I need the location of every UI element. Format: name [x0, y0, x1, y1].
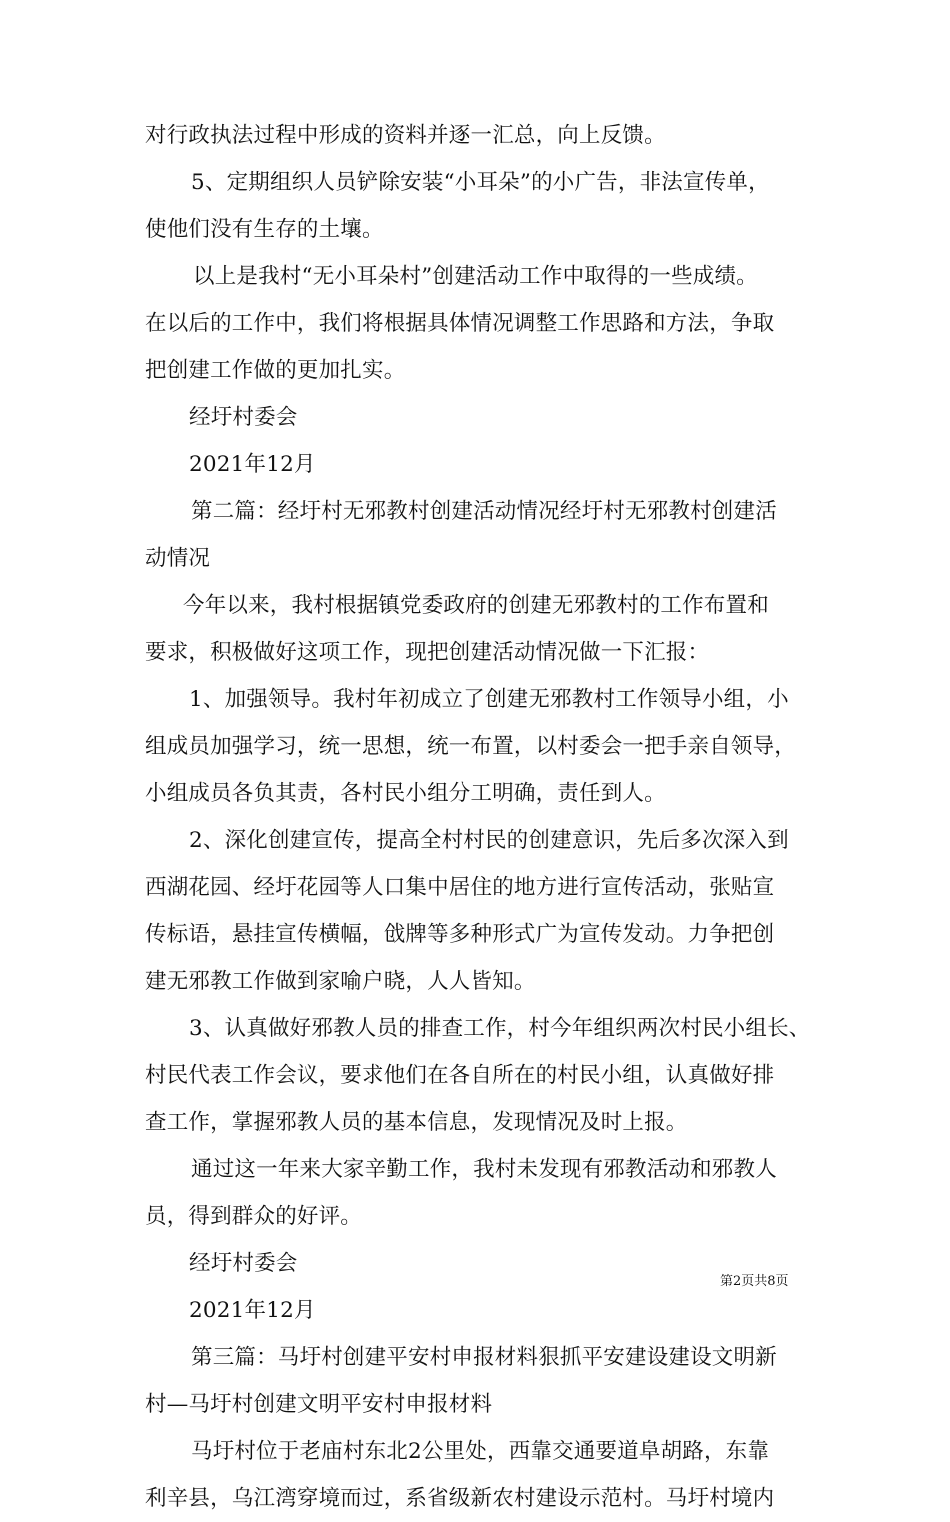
text-line: 使他们没有生存的土壤。 — [145, 217, 384, 242]
text-line: 2021年12月 — [189, 452, 316, 477]
text-line: 西湖花园、经圩花园等人口集中居住的地方进行宣传活动，张贴宣 — [145, 875, 775, 900]
text-line: 动情况 — [145, 546, 211, 571]
text-line: 把创建工作做的更加扎实。 — [145, 358, 406, 383]
text-line: 员，得到群众的好评。 — [145, 1204, 363, 1229]
text-line: 以上是我村“无小耳朵村”创建活动工作中取得的一些成绩。 — [193, 264, 758, 289]
text-line: 经圩村委会 — [189, 1251, 298, 1276]
text-line: 今年以来，我村根据镇党委政府的创建无邪教村的工作布置和 — [183, 593, 769, 618]
text-line: 村民代表工作会议，要求他们在各自所在的村民小组，认真做好排 — [145, 1063, 775, 1088]
text-line: 查工作，掌握邪教人员的基本信息，发现情况及时上报。 — [145, 1110, 688, 1135]
text-line: 经圩村委会 — [189, 405, 298, 430]
text-line: 组成员加强学习，统一思想，统一布置，以村委会一把手亲自领导， — [145, 734, 797, 759]
text-line: 5、定期组织人员铲除安装“小耳朵”的小广告，非法宣传单， — [191, 170, 770, 195]
text-line: 要求，积极做好这项工作，现把创建活动情况做一下汇报： — [145, 640, 710, 665]
text-line: 3、认真做好邪教人员的排查工作，村今年组织两次村民小组长、 — [189, 1016, 811, 1041]
text-line: 小组成员各负其责，各村民小组分工明确，责任到人。 — [145, 781, 666, 806]
text-line: 在以后的工作中，我们将根据具体情况调整工作思路和方法，争取 — [145, 311, 775, 336]
text-line: 2021年12月 — [189, 1298, 316, 1323]
text-line: 马圩村位于老庙村东北2公里处，西靠交通要道阜胡路，东靠 — [191, 1439, 770, 1464]
text-line: 第二篇：经圩村无邪教村创建活动情况经圩村无邪教村创建活 — [191, 499, 777, 524]
page-number-footer: 第2页共8页 — [720, 1274, 789, 1289]
document-body — [145, 112, 825, 1522]
text-line: 1、加强领导。我村年初成立了创建无邪教村工作领导小组，小 — [189, 687, 789, 712]
text-line: 通过这一年来大家辛勤工作，我村未发现有邪教活动和邪教人 — [191, 1157, 777, 1182]
text-line: 建无邪教工作做到家喻户晓，人人皆知。 — [145, 969, 536, 994]
text-line: 第三篇：马圩村创建平安村申报材料狠抓平安建设建设文明新 — [191, 1345, 777, 1370]
text-line: 传标语，悬挂宣传横幅，戗牌等多种形式广为宣传发动。力争把创 — [145, 922, 775, 947]
text-line: 对行政执法过程中形成的资料并逐一汇总，向上反馈。 — [145, 123, 666, 148]
text-line: 2、深化创建宣传，提高全村村民的创建意识，先后多次深入到 — [189, 828, 789, 853]
text-line: 村—马圩村创建文明平安村申报材料 — [145, 1392, 493, 1417]
text-line: 利辛县，乌江湾穿境而过，系省级新农村建设示范村。马圩村境内 — [145, 1486, 775, 1511]
